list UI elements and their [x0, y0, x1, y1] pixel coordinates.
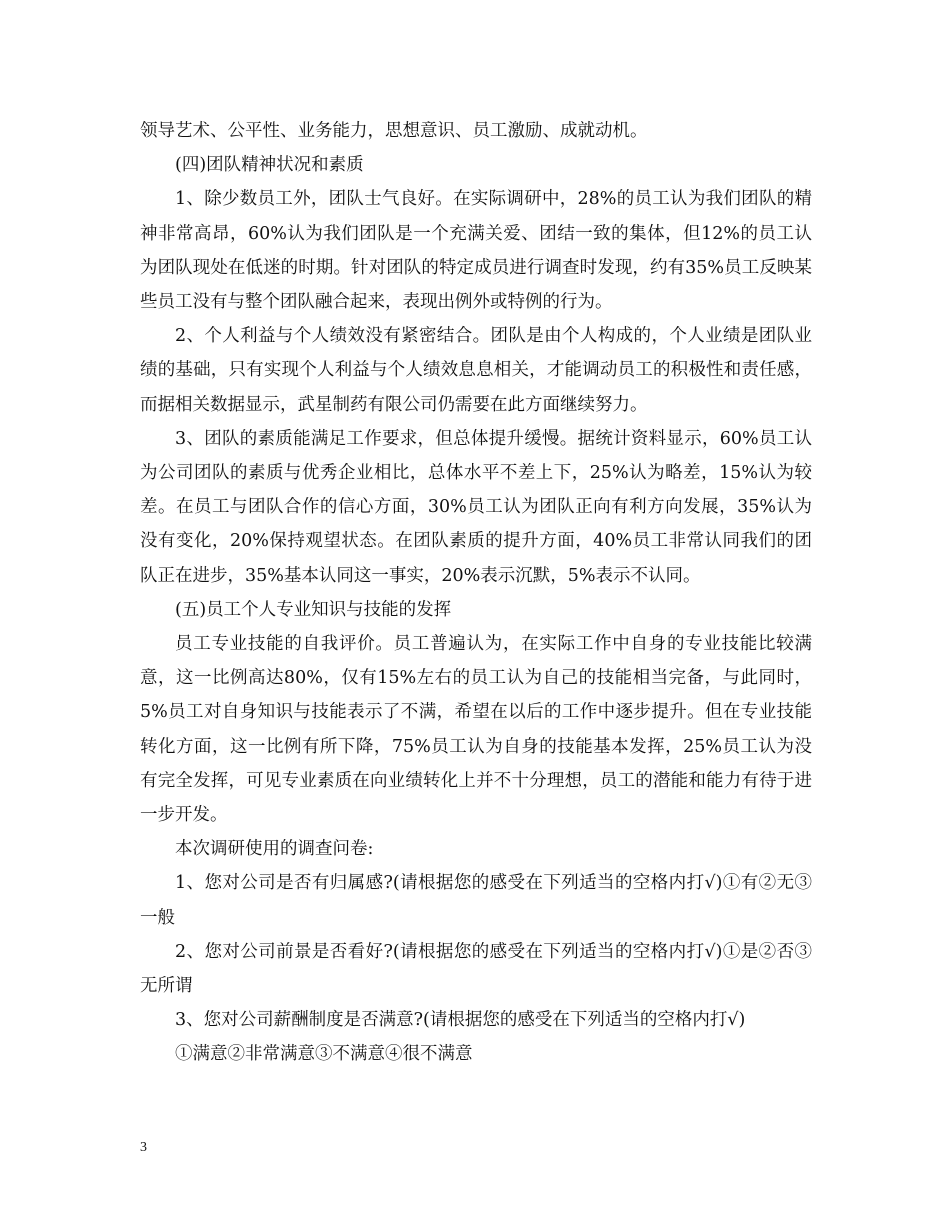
question-company-outlook: 2、您对公司前景是否看好?(请根据您的感受在下列适当的空格内打√)①是②否③无所谓: [140, 941, 812, 997]
section-heading-professional-skills: (五)员工个人专业知识与技能的发挥: [175, 599, 452, 620]
paragraph-interest-performance: 2、个人利益与个人绩效没有紧密结合。团队是由个人构成的，个人业绩是团队业绩的基础，只有实现个人利益与个人绩效息息相关，才能调动员工的积极性和责任感，而据相关数据显示，武星制药有限公司仍需要在此方面继续努力。: [140, 326, 812, 415]
paragraph-team-morale: 1、除少数员工外，团队士气良好。在实际调研中，28%的员工认为我们团队的精神非常高昂，60%认为我们团队是一个充满关爱、团结一致的集体，但12%的员工认为团队现处在低迷的时期。针对团队的特定成员进行调查时发现，约有35%员工反映某些员工没有与整个团队融合起来，表现出例外或特例的行为。: [140, 189, 812, 313]
question-belonging: 1、您对公司是否有归属感?(请根据您的感受在下列适当的空格内打√)①有②无③一般: [140, 873, 812, 928]
paragraph-skill-evaluation: 员工专业技能的自我评价。员工普遍认为，在实际工作中自身的专业技能比较满意，这一比例高达80%，仅有15%左右的员工认为自己的技能相当完备，与此同时，5%员工对自身知识与技能表示了不满，希望在以后的工作中逐步提升。但在专业技能转化方面，这一比例有所下降，75%员工认为自身的技能基本发挥，25%员工认为没有完全发挥，可见专业素质在向业绩转化上并不十分理想，员工的潜能和能力有待于进一步开发。: [140, 634, 812, 826]
paragraph-continuation: 领导艺术、公平性、业务能力，思想意识、员工激励、成就动机。: [140, 121, 648, 141]
document-body: [140, 114, 812, 1072]
question-salary-options: ①满意②非常满意③不满意④很不满意: [175, 1044, 473, 1065]
section-heading-team-spirit: (四)团队精神状况和素质: [175, 155, 364, 176]
questionnaire-intro: 本次调研使用的调查问卷:: [175, 839, 374, 860]
question-salary-satisfaction: 3、您对公司薪酬制度是否满意?(请根据您的感受在下列适当的空格内打√): [175, 1010, 746, 1031]
page-number: 3: [140, 1140, 147, 1155]
paragraph-team-quality: 3、团队的素质能满足工作要求，但总体提升缓慢。据统计资料显示，60%员工认为公司团队的素质与优秀企业相比，总体水平不差上下，25%认为略差，15%认为较差。在员工与团队合作的信心方面，30%员工认为团队正向有利方向发展，35%认为没有变化，20%保持观望状态。在团队素质的提升方面，40%员工非常认同我们的团队正在进步，35%基本认同这一事实，20%表示沉默，5%表示不认同。: [140, 428, 812, 586]
